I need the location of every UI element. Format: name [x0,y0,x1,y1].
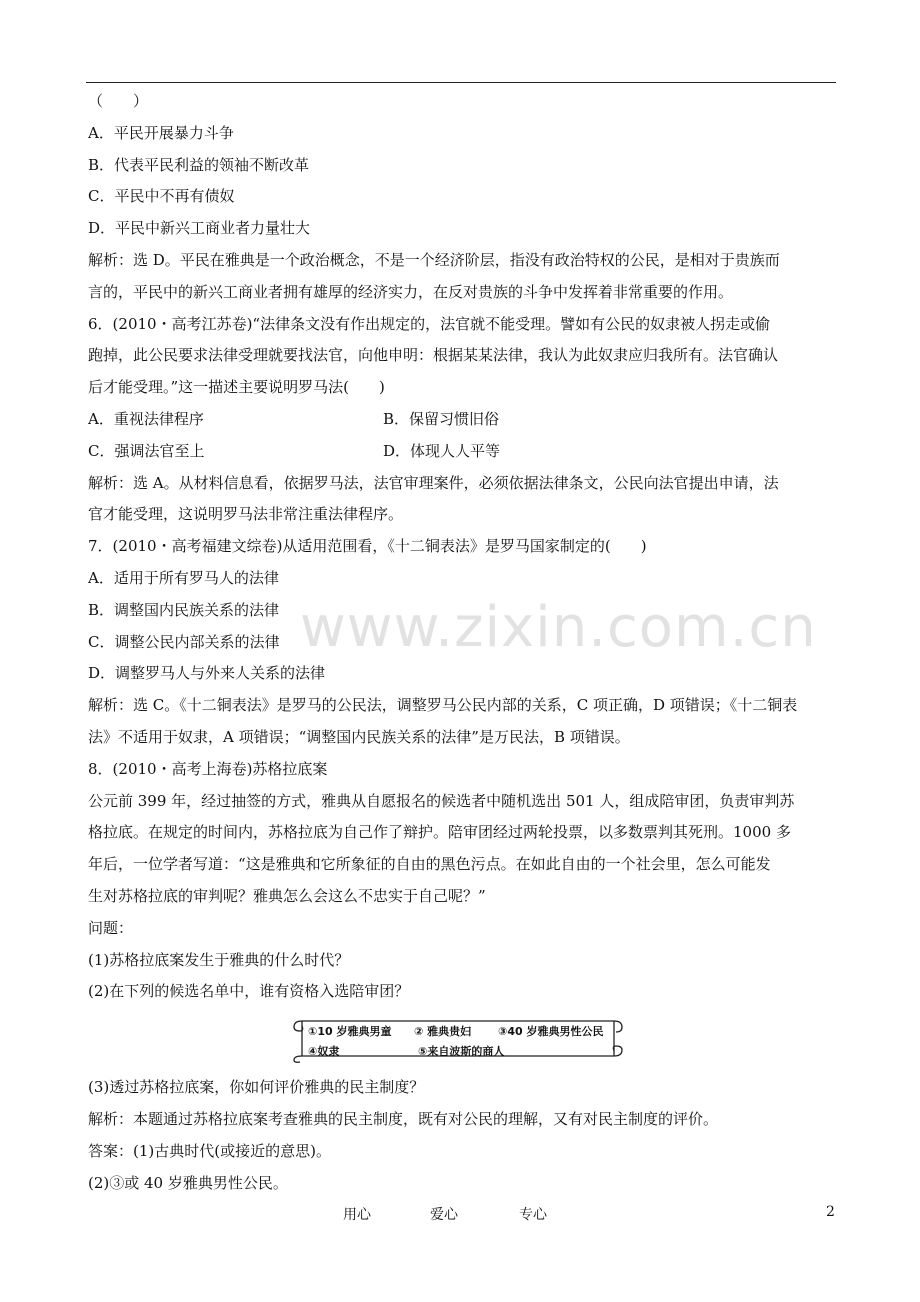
material-line: 格拉底。在规定的时间内，苏格拉底为自己作了辩护。陪审团经过两轮投票，以多数票判其死刑。1000 多 [88,823,791,842]
option-b: B．保留习惯旧俗 [383,409,500,428]
page-footer [0,1204,920,1224]
analysis-line: 官才能受理，这说明罗马法非常注重法律程序。 [88,505,404,524]
question-6-line: 跑掉，此公民要求法律受理就要找法官，向他申明：根据某某法律，我认为此奴隶应归我所有。法官确认 [88,346,779,365]
analysis-line: 解析：选 C。《十二铜表法》是罗马的公民法，调整罗马公民内部的关系，C 项正确，D 项错误；《十二铜表 [88,696,798,715]
scroll-figure [288,1016,628,1064]
option-a: A．平民开展暴力斗争 [88,123,234,142]
candidate-item: ③40 岁雅典男性公民 [498,1025,604,1039]
question-bracket: （ ） [88,92,149,110]
question-6-line: 后才能受理。”这一描述主要说明罗马法( ) [88,378,385,397]
options-row [88,436,834,468]
option-c: C．强调法官至上 [88,441,205,460]
analysis-line: 解析：选 A。从材料信息看，依据罗马法，法官审理案件，必须依据法律条文，公民向法官提出申请，法 [88,473,779,492]
answer-line: (2)③或 40 岁雅典男性公民。 [88,1173,288,1192]
candidate-list-figure [88,1008,834,1072]
option-b: B．调整国内民族关系的法律 [88,600,280,619]
candidate-items [288,1016,628,1064]
option-d: D．平民中新兴工商业者力量壮大 [88,219,311,238]
option-a: A．重视法律程序 [88,409,204,428]
analysis-line: 解析：选 D。平民在雅典是一个政治概念，不是一个经济阶层，指没有政治特权的公民，是相对于贵族而 [88,250,780,269]
candidate-item: ①10 岁雅典男童 [308,1025,392,1039]
option-b: B．代表平民利益的领袖不断改革 [88,155,310,174]
question-7: 7．(2010・高考福建文综卷)从适用范围看，《十二铜表法》是罗马国家制定的( ) [88,537,647,556]
material-line: 生对苏格拉底的审判呢？雅典怎么会这么不忠实于自己呢？” [88,886,486,905]
option-d: D．调整罗马人与外来人关系的法律 [88,664,326,683]
watermark: www.zixin.com.cn [300,595,817,660]
sub-question-3: (3)透过苏格拉底案，你如何评价雅典的民主制度？ [88,1078,425,1097]
material-line: 公元前 399 年，经过抽签的方式，雅典从自愿报名的候选者中随机选出 501 人，组成陪审团，负责审判苏 [88,791,795,810]
footer-word: 专心 [519,1207,547,1223]
page-content [88,86,834,1199]
option-c: C．平民中不再有债奴 [88,187,235,206]
footer-word: 用心 [343,1207,371,1223]
analysis-line: 法》不适用于奴隶，A 项错误；“调整国内民族关系的法律”是万民法，B 项错误。 [88,727,630,746]
questions-heading: 问题： [88,918,134,937]
sub-question-1: (1)苏格拉底案发生于雅典的什么时代？ [88,950,350,969]
option-d: D．体现人人平等 [383,441,501,460]
page-number: 2 [826,1204,835,1220]
options-row [88,404,834,436]
sub-question-2: (2)在下列的候选名单中，谁有资格入选陪审团？ [88,982,410,1001]
header-rule [86,82,836,83]
candidate-item: ② 雅典贵妇 [414,1025,472,1039]
question-8: 8．(2010・高考上海卷)苏格拉底案 [88,759,328,778]
analysis-line: 言的，平民中的新兴工商业者拥有雄厚的经济实力，在反对贵族的斗争中发挥着非常重要的作用。 [88,282,734,301]
footer-word: 爱心 [430,1207,458,1223]
option-c: C．调整公民内部关系的法律 [88,632,280,651]
material-line: 年后，一位学者写道：“这是雅典和它所象征的自由的黑色污点。在如此自由的一个社会里，怎么可能发 [88,855,771,874]
candidate-item: ④奴隶 [308,1045,340,1059]
question-6: 6．(2010・高考江苏卷)“法律条文没有作出规定的，法官就不能受理。譬如有公民的奴隶被人拐走或偷 [88,314,771,333]
option-a: A．适用于所有罗马人的法律 [88,568,279,587]
answer-line: 答案：(1)古典时代(或接近的意思)。 [88,1141,331,1160]
candidate-item: ⑤来自波斯的商人 [418,1045,505,1059]
analysis-line: 解析：本题通过苏格拉底案考查雅典的民主制度，既有对公民的理解，又有对民主制度的评价。 [88,1109,719,1128]
